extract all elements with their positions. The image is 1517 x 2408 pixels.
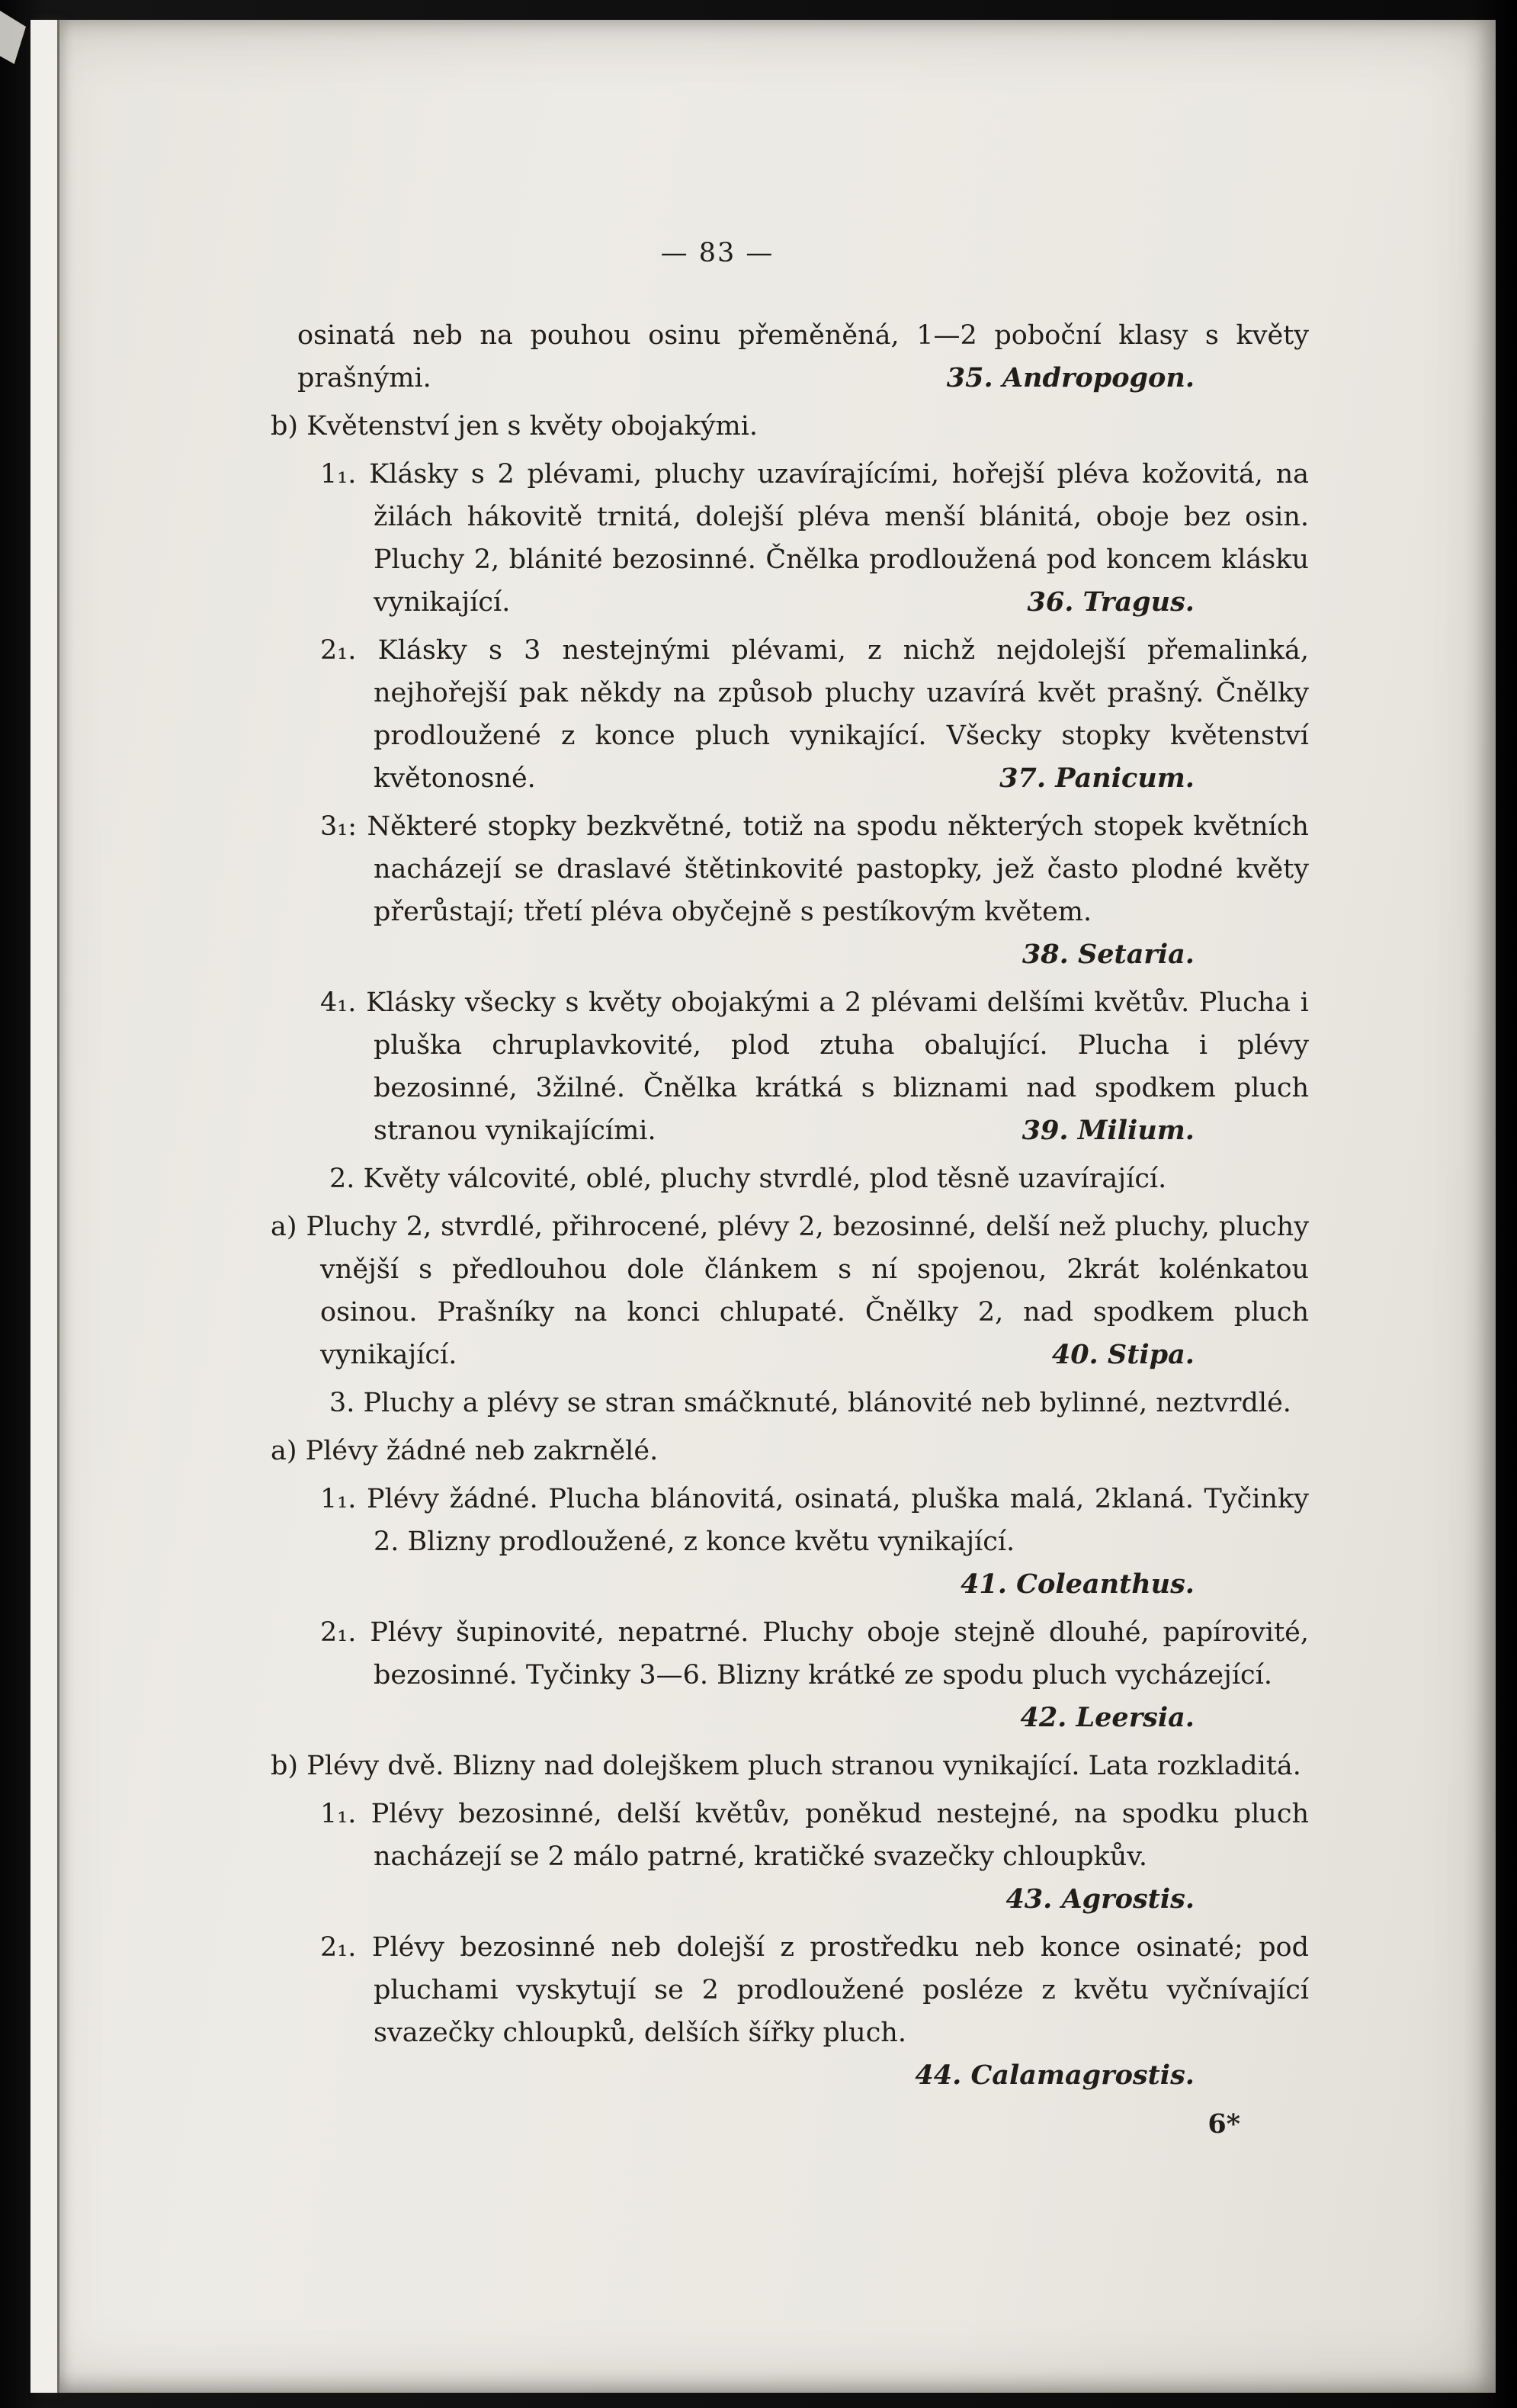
couplet-marker: 4₁. [320, 987, 357, 1018]
couplet-text: Pluchy 2, stvrdlé, přihrocené, plévy 2, bezosinné, delší než pluchy, pluchy vnější s předlouhou dole článkem s ní spojenou, 2krát kolénkatou osinou. Prašníky na konci chlupaté. Čnělky 2, nad spodkem pluch vynikající. [306, 1212, 1309, 1370]
couplet-text: Některé stopky bezkvětné, totiž na spodu některých stopek květních nacházejí se draslavé štětinkovité pastopky, jež často plodné květy přerůstají; třetí pléva obyčejně s pestíkovým květem. [367, 811, 1309, 927]
couplet-marker: a) [271, 1436, 297, 1466]
couplet-marker: 2₁. [320, 1617, 357, 1648]
genus-reference: 43. Agrostis. [1005, 1883, 1195, 1915]
couplet-text: osinatá neb na pouhou osinu přeměněná, 1—2 poboční klasy s květy prašnými. [297, 320, 1309, 393]
key-couplet [30, 1430, 1309, 1472]
key-couplet [30, 405, 1309, 448]
genus-reference: 35. Andropogon. [946, 362, 1195, 393]
key-couplet [30, 453, 1309, 624]
couplet-text: Plévy žádné. Plucha blánovitá, osinatá, pluška malá, 2klaná. Tyčinky 2. Blizny prodloužené, z konce květu vynikající. [367, 1484, 1309, 1557]
genus-reference: 39. Milium. [1021, 1115, 1195, 1146]
couplet-marker: 1₁. [320, 459, 357, 490]
book-page [30, 20, 1496, 2393]
genus-reference: 36. Tragus. [1027, 586, 1195, 618]
genus-reference: 40. Stipa. [1051, 1339, 1195, 1370]
signature-mark: 6* [1208, 2108, 1240, 2140]
couplet-marker: 3. [329, 1388, 355, 1418]
key-couplet [30, 805, 1309, 976]
couplet-text: Plévy dvě. Blizny nad dolejškem pluch stranou vynikající. Lata rozkladitá. [306, 1751, 1301, 1781]
key-couplet [30, 1611, 1309, 1739]
genus-reference: 44. Calamagrostis. [915, 2060, 1195, 2091]
couplet-text: Plévy bezosinné, delší květův, poněkud nestejné, na spodku pluch nacházejí se 2 málo patrné, kratičké svazečky chloupkův. [370, 1799, 1309, 1872]
scan-corner-artifact [0, 11, 26, 64]
key-couplet [30, 1793, 1309, 1921]
couplet-marker: 2₁. [320, 635, 357, 666]
key-couplet [30, 314, 1309, 400]
couplet-marker: b) [271, 1751, 299, 1781]
key-couplet [30, 1745, 1309, 1787]
couplet-marker: a) [271, 1212, 297, 1242]
key-couplet [30, 1382, 1309, 1424]
couplet-marker: 2. [329, 1164, 355, 1194]
page-number: — 83 — [660, 238, 775, 268]
key-couplet [30, 1478, 1309, 1606]
key-couplet [30, 1926, 1309, 2097]
couplet-marker: 1₁. [320, 1484, 357, 1514]
key-couplet [30, 629, 1309, 800]
couplet-text: Klásky s 3 nestejnými plévami, z nichž nejdolejší přemalinká, nejhořejší pak někdy na způsob pluchy uzavírá květ prašný. Čnělky prodloužené z konce pluch vynikající. Všecky stopky květenství květonosné. [374, 635, 1309, 794]
couplet-text: Plévy bezosinné neb dolejší z prostředku neb konce osinaté; pod pluchami vyskytují se 2 prodloužené posléze z květu vyčnívající svazečky chloupků, delších šířky pluch. [371, 1932, 1309, 2048]
couplet-text: Klásky s 2 plévami, pluchy uzavírajícími, hořejší pléva kožovitá, na žilách hákovitě trnitá, dolejší pléva menší blánitá, oboje bez osin. Pluchy 2, blánité bezosinné. Čnělka prodloužená pod koncem klásku vynikající. [369, 459, 1309, 618]
page-content [30, 20, 1496, 2146]
genus-reference: 37. Panicum. [999, 763, 1195, 794]
couplet-text: Květy válcovité, oblé, pluchy stvrdlé, plod těsně uzavírající. [363, 1164, 1167, 1194]
genus-reference: 41. Coleanthus. [961, 1568, 1195, 1600]
couplet-marker: 3₁: [320, 811, 358, 842]
couplet-text: Klásky všecky s květy obojakými a 2 plévami delšími květův. Plucha i pluška chruplavkovité, plod ztuha obalující. Plucha i plévy bezosinné, 3žilné. Čnělka krátká s bliznami nad spodkem pluch stranou vynikajícími. [366, 987, 1309, 1146]
couplet-text: Plévy žádné neb zakrnělé. [305, 1436, 659, 1466]
key-couplet [30, 1157, 1309, 1200]
couplet-text: Pluchy a plévy se stran smáčknuté, blánovité neb bylinné, neztvrdlé. [363, 1388, 1291, 1418]
genus-reference: 38. Setaria. [1021, 939, 1195, 970]
couplet-text: Plévy šupinovité, nepatrné. Pluchy oboje stejně dlouhé, papírovité, bezosinné. Tyčinky 3—6. Blizny krátké ze spodu pluch vycházející. [370, 1617, 1309, 1690]
couplet-marker: b) [271, 411, 299, 441]
key-couplet [30, 1206, 1309, 1376]
couplet-marker: 1₁. [320, 1799, 357, 1829]
couplet-marker: 2₁. [320, 1932, 357, 1963]
genus-reference: 42. Leersia. [1020, 1702, 1195, 1733]
couplet-text: Květenství jen s květy obojakými. [306, 411, 758, 441]
key-couplet [30, 981, 1309, 1152]
